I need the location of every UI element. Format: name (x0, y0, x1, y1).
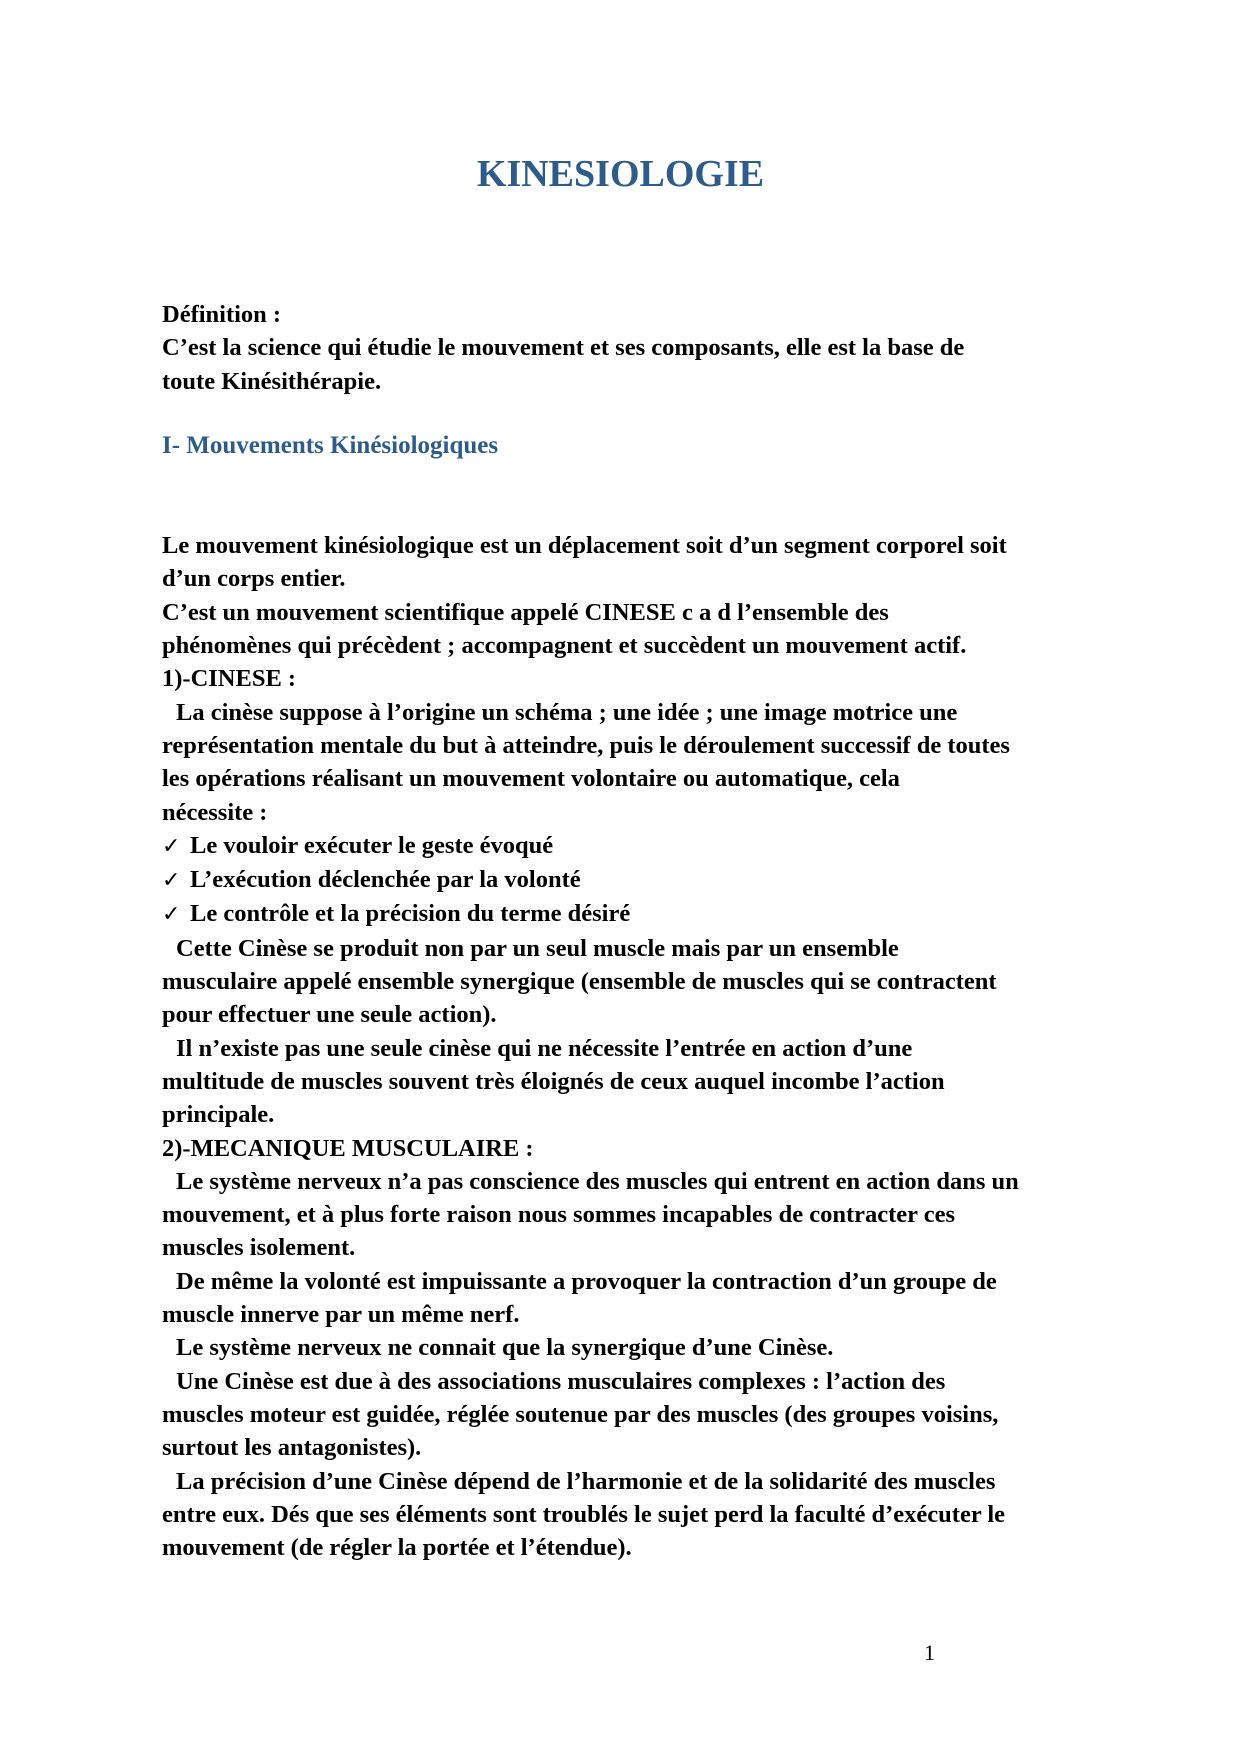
paragraph-line: Le système nerveux n’a pas conscience des muscles qui entrent en action dans un (176, 1167, 1019, 1195)
paragraph-line: C’est un mouvement scientifique appelé CINESE c a d l’ensemble des (162, 598, 889, 626)
document-title: KINESIOLOGIE (476, 153, 765, 195)
paragraph-line: mouvement (de régler la portée et l’étendue). (162, 1534, 632, 1562)
paragraph-line: nécessite : (162, 798, 268, 826)
paragraph-line: mouvement, et à plus forte raison nous sommes incapables de contracter ces (162, 1201, 955, 1229)
paragraph-line: pour effectuer une seule action). (162, 1001, 497, 1029)
checklist-item (162, 829, 1202, 863)
paragraph-line: muscles moteur est guidée, réglée soutenue par des muscles (des groupes voisins, (162, 1400, 999, 1428)
definition-line: C’est la science qui étudie le mouvement et ses composants, elle est la base de (162, 334, 965, 362)
paragraph-line: Une Cinèse est due à des associations musculaires complexes : l’action des (176, 1367, 946, 1395)
checklist-item-label: Le vouloir exécuter le geste évoqué (190, 831, 554, 859)
paragraph-line: phénomènes qui précèdent ; accompagnent et succèdent un mouvement actif. (162, 632, 967, 660)
paragraph-line: Le système nerveux ne connait que la synergique d’une Cinèse. (176, 1334, 834, 1362)
paragraph-line: représentation mentale du but à atteindre, puis le déroulement successif de toutes (162, 731, 1010, 759)
paragraph-line: musculaire appelé ensemble synergique (ensemble de muscles qui se contractent (162, 968, 997, 996)
paragraph-line: multitude de muscles souvent très éloignés de ceux auquel incombe l’action (162, 1067, 945, 1095)
paragraph-line: La cinèse suppose à l’origine un schéma ; une idée ; une image motrice une (176, 698, 958, 726)
paragraph-line: Le mouvement kinésiologique est un déplacement soit d’un segment corporel soit (162, 532, 1007, 560)
checkmark-icon: ✓ (162, 902, 181, 928)
definition-label: Définition : (162, 301, 282, 328)
definition-line: toute Kinésithérapie. (162, 367, 382, 395)
section-heading: I- Mouvements Kinésiologiques (162, 431, 499, 459)
spacer (162, 462, 1202, 529)
paragraph-line: les opérations réalisant un mouvement volontaire ou automatique, cela (162, 765, 900, 793)
subsection-heading-cinese: 1)-CINESE : (162, 665, 297, 693)
paragraph-line: principale. (162, 1101, 275, 1129)
checkmark-icon: ✓ (162, 833, 181, 859)
checklist-item-label: L’exécution déclenchée par la volonté (190, 866, 581, 894)
checklist-item (162, 897, 1202, 931)
paragraph-line: De même la volonté est impuissante a provoquer la contraction d’un groupe de (176, 1267, 997, 1295)
checkmark-icon: ✓ (162, 868, 181, 894)
checklist-item-label: Le contrôle et la précision du terme désiré (190, 900, 631, 928)
paragraph-line: muscles isolement. (162, 1234, 356, 1262)
subsection-heading-mecanique: 2)-MECANIQUE MUSCULAIRE : (162, 1134, 534, 1162)
page-number: 1 (924, 1640, 935, 1665)
paragraph-line: Cette Cinèse se produit non par un seul muscle mais par un ensemble (176, 934, 899, 962)
paragraph-line: d’un corps entier. (162, 565, 346, 593)
paragraph-line: Il n’existe pas une seule cinèse qui ne nécessite l’entrée en action d’une (176, 1034, 913, 1062)
paragraph-line: surtout les antagonistes). (162, 1434, 422, 1462)
paragraph-line: entre eux. Dés que ses éléments sont troublés le sujet perd la faculté d’exécuter le (162, 1500, 1006, 1528)
paragraph-line: La précision d’une Cinèse dépend de l’harmonie et de la solidarité des muscles (176, 1467, 996, 1495)
checklist-item (162, 863, 1202, 897)
document-body (162, 298, 1202, 1564)
paragraph-line: muscle innerve par un même nerf. (162, 1301, 520, 1329)
